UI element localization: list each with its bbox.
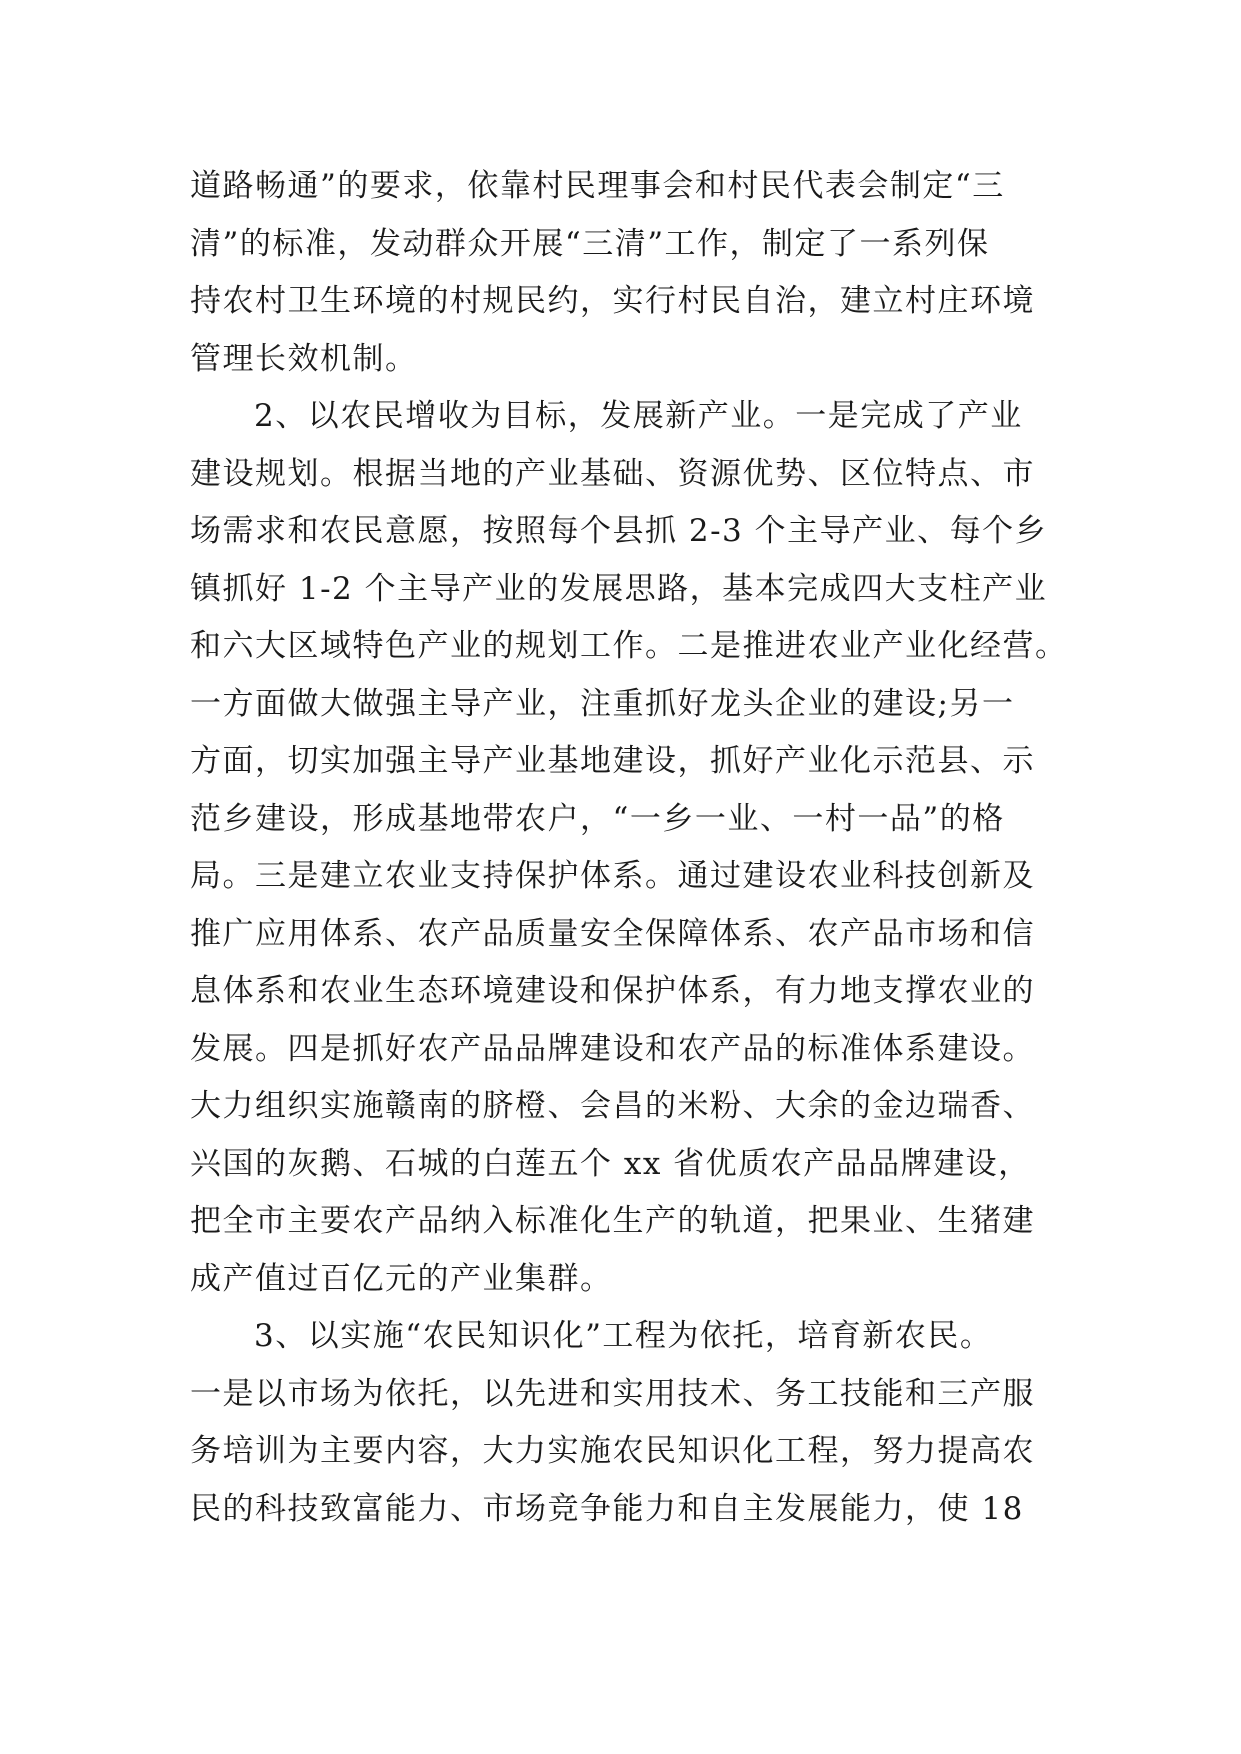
paragraph-2-line-3: 场需求和农民意愿，按照每个县抓 2-3 个主导产业、每个乡 <box>190 513 1048 549</box>
paragraph-1-line-1: 道路畅通”的要求，依靠村民理事会和村民代表会制定“三 <box>190 168 1005 204</box>
paragraph-3-line-3: 务培训为主要内容，大力实施农民知识化工程，努力提高农 <box>190 1433 1035 1469</box>
paragraph-2-line-10: 推广应用体系、农产品质量安全保障体系、农产品市场和信 <box>190 915 1035 952</box>
paragraph-2-line-16: 成产值过百亿元的产业集群。 <box>190 1260 613 1297</box>
paragraph-1-line-2: 清”的标准，发动群众开展“三清”工作，制定了一系列保 <box>190 225 990 262</box>
paragraph-2-line-12: 发展。四是抓好农产品品牌建设和农产品的标准体系建设。 <box>190 1030 1035 1067</box>
paragraph-2-line-6: 一方面做大做强主导产业，注重抓好龙头企业的建设;另一 <box>190 685 1015 722</box>
paragraph-2-line-13: 大力组织实施赣南的脐橙、会昌的米粉、大余的金边瑞香、 <box>190 1088 1035 1124</box>
paragraph-2-line-2: 建设规划。根据当地的产业基础、资源优势、区位特点、市 <box>190 455 1035 492</box>
paragraph-2-line-1: 2、以农民增收为目标，发展新产业。一是完成了产业 <box>254 398 1023 434</box>
body-text <box>190 158 1070 1538</box>
paragraph-2-line-7: 方面，切实加强主导产业基地建设，抓好产业化示范县、示 <box>190 743 1035 779</box>
paragraph-3-line-1: 3、以实施“农民知识化”工程为依托，培育新农民。 <box>254 1318 993 1354</box>
paragraph-2-line-9: 局。三是建立农业支持保护体系。通过建设农业科技创新及 <box>190 858 1035 894</box>
paragraph-2-line-14: 兴国的灰鹅、石城的白莲五个 xx 省优质农产品品牌建设， <box>190 1145 1031 1182</box>
paragraph-2-line-5: 和六大区域特色产业的规划工作。二是推进农业产业化经营。 <box>190 628 1068 664</box>
paragraph-2-line-11: 息体系和农业生态环境建设和保护体系，有力地支撑农业的 <box>190 973 1035 1009</box>
paragraph-1-line-4: 管理长效机制。 <box>190 340 418 377</box>
paragraph-3-line-2: 一是以市场为依托，以先进和实用技术、务工技能和三产服 <box>190 1375 1035 1412</box>
paragraph-1-line-3: 持农村卫生环境的村规民约，实行村民自治，建立村庄环境 <box>190 283 1035 319</box>
paragraph-2-line-8: 范乡建设，形成基地带农户，“一乡一业、一村一品”的格 <box>190 800 1005 837</box>
paragraph-2-line-15: 把全市主要农产品纳入标准化生产的轨道，把果业、生猪建 <box>190 1203 1035 1239</box>
paragraph-3-line-4: 民的科技致富能力、市场竞争能力和自主发展能力，使 18 <box>190 1490 1024 1527</box>
paragraph-2-line-4: 镇抓好 1-2 个主导产业的发展思路，基本完成四大支柱产业 <box>190 570 1048 607</box>
